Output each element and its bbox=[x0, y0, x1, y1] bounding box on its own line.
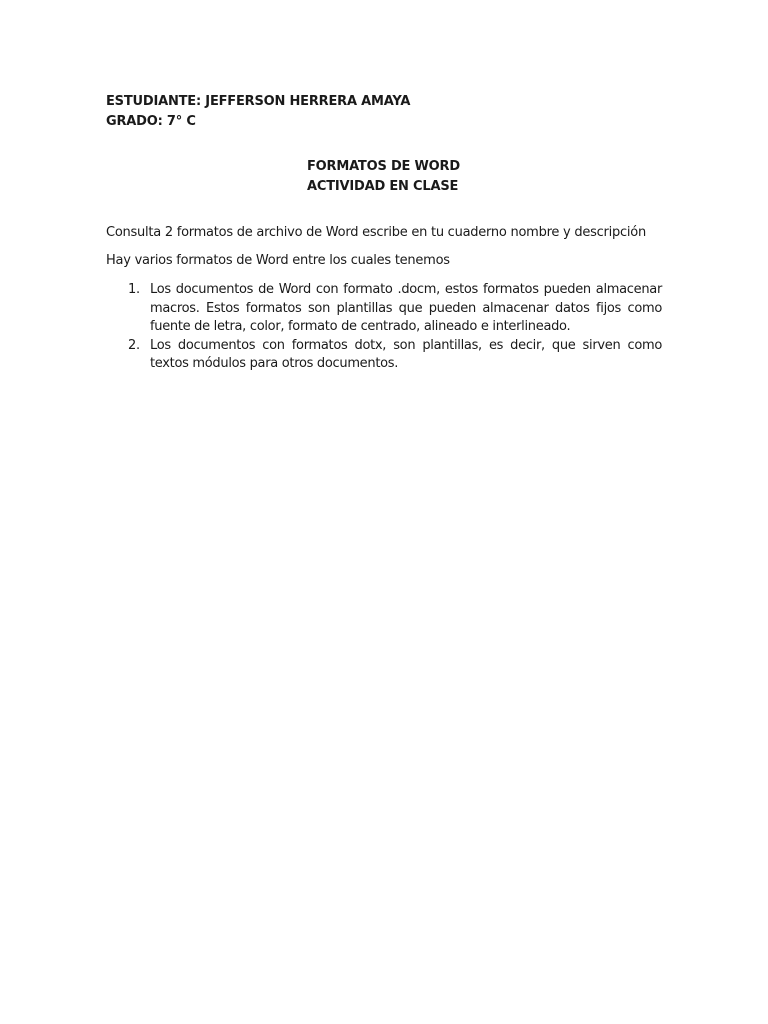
list-item-number: 1. bbox=[128, 282, 140, 297]
assignment-prompt: Consulta 2 formatos de archivo de Word escribe en tu cuaderno nombre y descripción bbox=[106, 225, 646, 240]
student-name: ESTUDIANTE: JEFFERSON HERRERA AMAYA bbox=[106, 94, 411, 109]
list-item bbox=[106, 337, 662, 374]
title-line-2: ACTIVIDAD EN CLASE bbox=[307, 179, 459, 194]
list-item bbox=[106, 281, 662, 337]
title-line-1: FORMATOS DE WORD bbox=[307, 159, 460, 174]
document-title bbox=[0, 157, 768, 197]
formats-list bbox=[106, 281, 662, 374]
list-item-number: 2. bbox=[128, 337, 140, 353]
list-item-text: Los documentos de Word con formato .docm, estos formatos pueden almacenar macros. Estos formatos son plantillas que pueden almacenar datos fijos como fuente de letra, color, formato de centrado, alineado e interlineado. bbox=[150, 282, 662, 334]
document-header bbox=[106, 92, 410, 132]
list-item-text: Los documentos con formatos dotx, son plantillas, es decir, que sirven como textos módulos para otros documentos. bbox=[150, 337, 662, 371]
student-grade: GRADO: 7° C bbox=[106, 114, 196, 129]
intro-paragraph: Hay varios formatos de Word entre los cuales tenemos bbox=[106, 253, 450, 268]
